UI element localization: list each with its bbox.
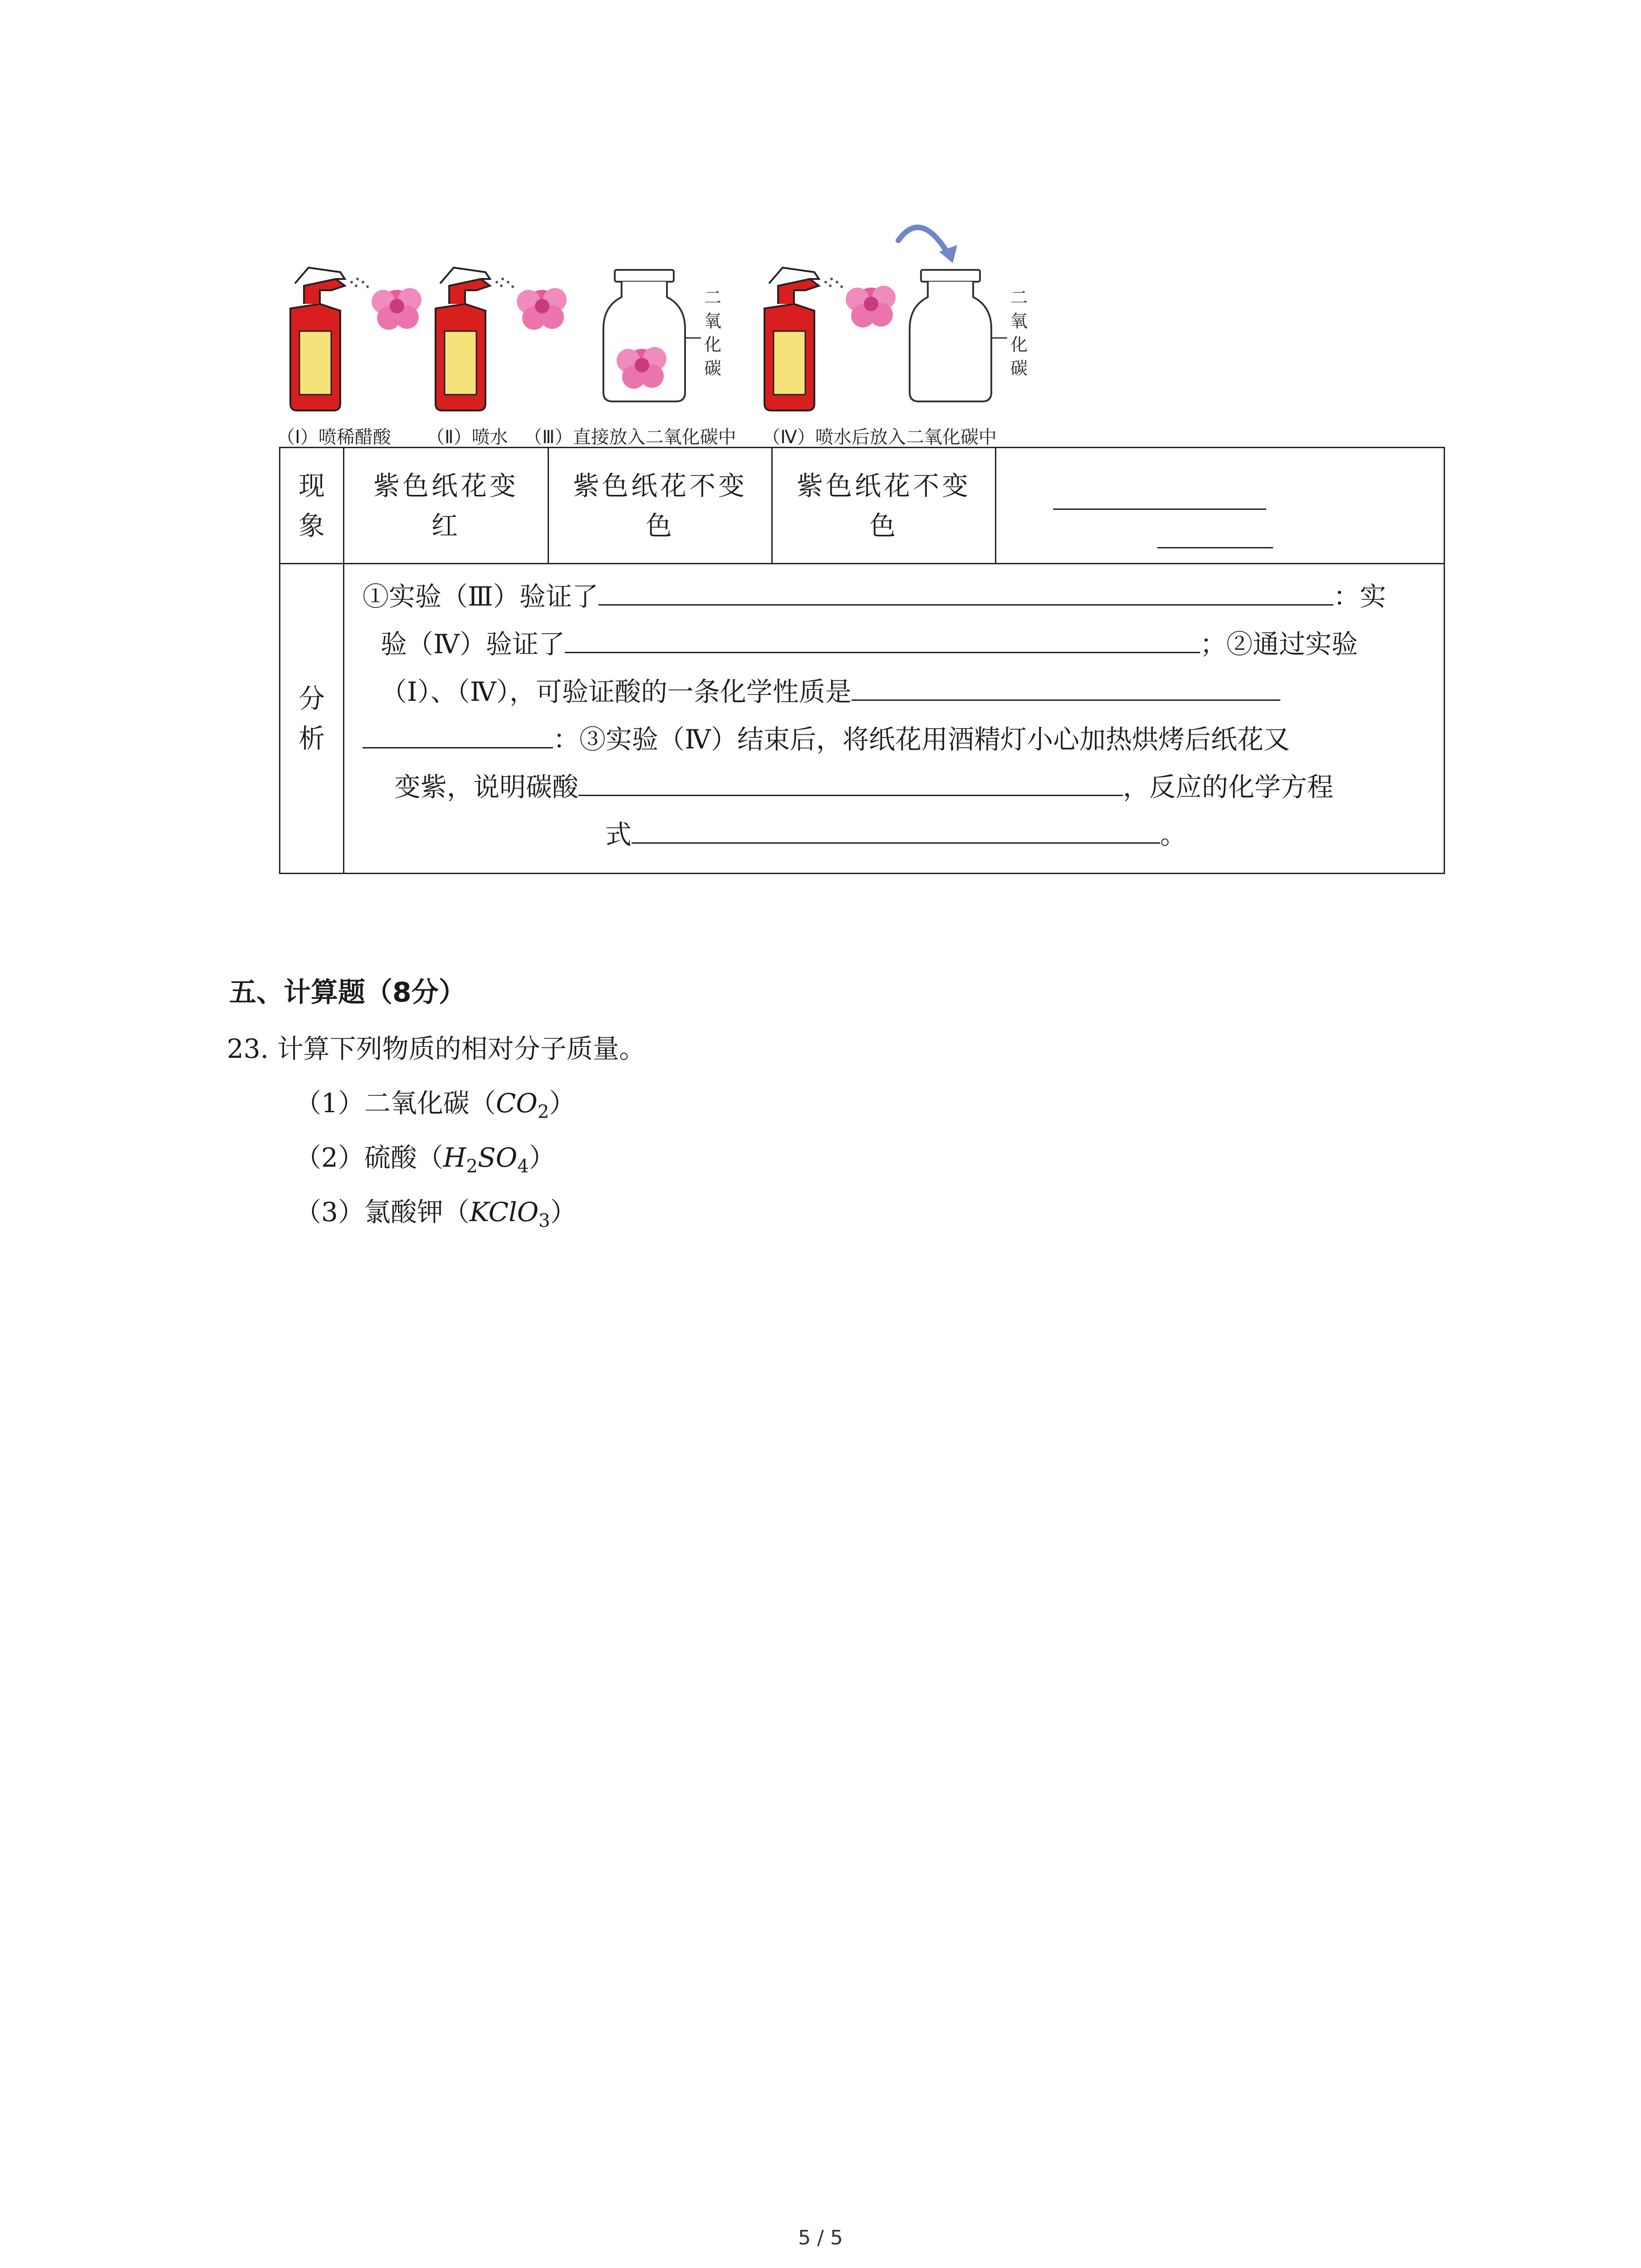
question-23: 23. 计算下列物质的相对分子质量。 xyxy=(227,1033,646,1064)
caption-iii: （Ⅲ）直接放入二氧化碳中 xyxy=(524,427,736,448)
caption-i: （Ⅰ）喷稀醋酸 xyxy=(277,427,391,448)
caption-iv: （Ⅳ）喷水后放入二氧化碳中 xyxy=(762,427,997,448)
observation-3: 紫色纸花不变 色 xyxy=(772,448,996,564)
item-co2: （1）二氧化碳$(CO_2)$ xyxy=(295,1088,576,1123)
observation-header: 现 象 xyxy=(280,448,344,564)
blank-2[interactable] xyxy=(565,626,1200,653)
observation-1: 紫色纸花变 红 xyxy=(344,448,549,564)
blank-5[interactable] xyxy=(632,817,1160,844)
experiment-figure xyxy=(272,213,1043,458)
section-title: 五、计算题（8分） xyxy=(229,977,466,1008)
experiment-illustration xyxy=(272,213,1043,422)
arrow-icon xyxy=(898,227,948,254)
blank-3b[interactable] xyxy=(362,722,553,748)
sprayer-icon xyxy=(290,268,369,411)
caption-ii: （Ⅱ）喷水 xyxy=(426,427,508,448)
jar-label-iii: 二 氧 化 碳 xyxy=(704,288,721,378)
jar-label-iv: 二 氧 化 碳 xyxy=(1010,288,1028,378)
item-kclo3: （3）氯酸钾（KClO$_3$） xyxy=(295,1197,577,1232)
blank-1[interactable] xyxy=(598,579,1333,606)
experiment-table xyxy=(279,447,1445,874)
analysis-header: 分 析 xyxy=(280,564,344,874)
blank-3[interactable] xyxy=(852,674,1280,701)
item-h2so4: （2）硫酸$(H_2SO_4)$ xyxy=(295,1142,555,1177)
page-number: 5 / 5 xyxy=(798,2226,843,2249)
observation-4-blank[interactable] xyxy=(996,448,1445,564)
analysis-cell: ①实验（Ⅲ）验证了 ：实 验（Ⅳ）验证了 ；②通过实验 （Ⅰ）、（Ⅳ），可验证酸的一条化学性质是 ：③实验（Ⅳ）结束后，将纸花用酒精灯小心加热烘烤后纸花又 变紫，说明碳酸 ，反应的化学方程 式 。 xyxy=(344,564,1445,874)
observation-2: 紫色纸花不变 色 xyxy=(549,448,772,564)
blank-4[interactable] xyxy=(578,769,1123,796)
